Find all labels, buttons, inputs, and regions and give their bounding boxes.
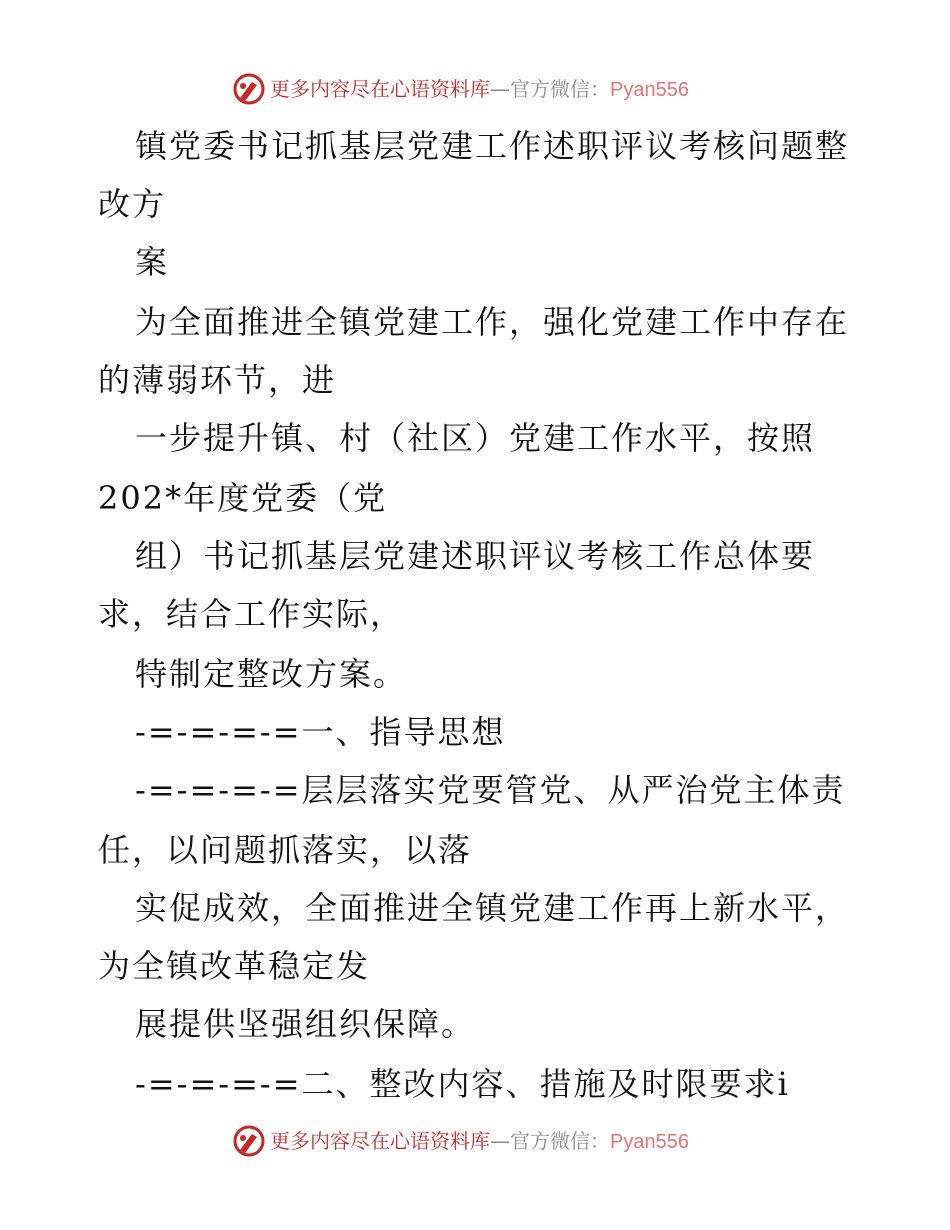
footer-banner: [0, 1122, 950, 1162]
document-title-line-2: 改方: [98, 185, 167, 223]
logo-icon: [232, 1124, 266, 1158]
paragraph-line: 为全镇改革稳定发: [98, 947, 371, 985]
paragraph-line: 202*年度党委（党: [98, 479, 388, 517]
section-heading-2: -=-=-=-=二、整改内容、措施及时限要求i: [135, 1065, 790, 1103]
paragraph-line: 任，以问题抓落实，以落: [98, 831, 473, 869]
logo-icon: [232, 72, 266, 106]
header-banner: [0, 70, 950, 110]
banner-wechat-label: —官方微信：: [490, 1129, 610, 1153]
paragraph-line: 展提供坚强组织保障。: [135, 1005, 476, 1043]
paragraph-line: 为全面推进全镇党建工作，强化党建工作中存在: [135, 303, 850, 341]
banner-title: 更多内容尽在心语资料库: [270, 1129, 490, 1153]
banner-title: 更多内容尽在心语资料库: [270, 77, 490, 101]
paragraph-line: 的薄弱环节，进: [98, 361, 337, 399]
paragraph-line: 组）书记抓基层党建述职评议考核工作总体要: [135, 537, 816, 575]
paragraph-line: 一步提升镇、村（社区）党建工作水平，按照: [135, 419, 816, 457]
banner-text: [270, 1128, 689, 1155]
document-title-line-1: 镇党委书记抓基层党建工作述职评议考核问题整: [135, 127, 850, 165]
banner-wechat-id: Pyan556: [610, 79, 689, 101]
section-heading-1: -=-=-=-=一、指导思想: [135, 713, 506, 751]
paragraph-line: 实促成效，全面推进全镇党建工作再上新水平，: [135, 889, 850, 927]
banner-wechat-id: Pyan556: [610, 1131, 689, 1153]
paragraph-line: -=-=-=-=层层落实党要管党、从严治党主体责: [135, 771, 846, 809]
paragraph-line: 求，结合工作实际，: [98, 595, 405, 633]
banner-text: [270, 76, 689, 103]
document-title-line-3: 案: [135, 243, 170, 281]
paragraph-line: 特制定整改方案。: [135, 655, 408, 693]
banner-wechat-label: —官方微信：: [490, 77, 610, 101]
